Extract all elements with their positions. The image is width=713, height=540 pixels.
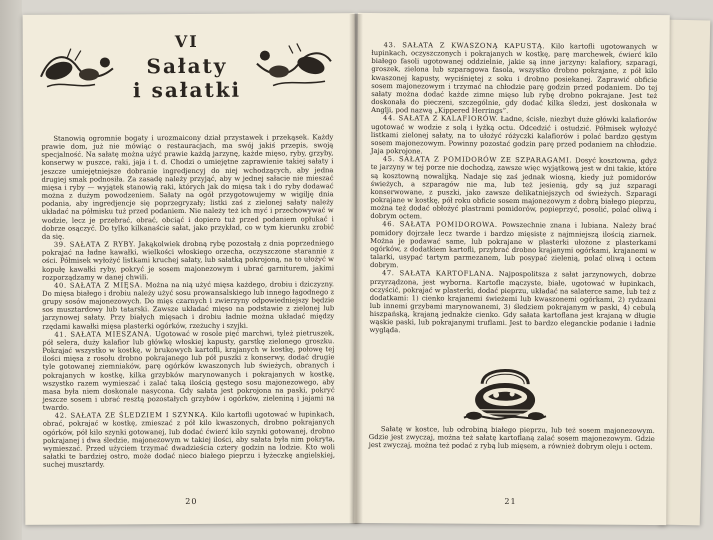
vegetable-ornament-right-icon [253,41,335,91]
recipe-46-text: Powszechnie znana i lubiana. Należy brać pomidory dojrzałe lecz twarde i bardzo mięsiste z najmniejszą ilością ziarnek. Można je podawać same, lub pokrajane w plasterki ułożone z plasterkami ogórków, z dodatkiem kartofli, przybrać drobno krajanymi ogórkami, krajanemi w talarki, usypać tartym parmezanem, lub posypać zielenią, polać oliwą i octem dobrym. [369,221,657,270]
recipe-42-text: Kilo kartofli ugotować w łupinkach, obrać, pokrajać w kostkę, zmieszać z pół kilo kwaszonych, drobno pokrajanych ogórków, pół kilo szynki gotowanej, lub dodać ćwierć kilo szynki gotowanej, drobno pokrajanej i dwa śledzie, majonezowym w takiej ilości, aby sałata była nim pokryta, wymieszać. Przed użyciem trzymać dwadzieścia cztery godzin na lodzie. Kto woli sałatki te bardziej ostro, może dodać nieco białego pieprzu i łyżeczkę angielskiej, suchej musztardy. [42,410,335,470]
chapter-title [119,54,255,103]
table-shadow [0,0,22,540]
recipe-46 [370,220,656,271]
chapter-header [37,31,335,125]
chapter-intro: Stanowią ogromnie bogaty i urozmaicony dział przystawek i przekąsek. Każdy prawie dom, już nie mówiąc o restauracjach, ma swój jakiś przepis, swoją specjalność. Na sałatę można użyć prawie każdą jarzynę, każde mięso, ryby, grzyby, konserwy w puszce, raki, jaja i t. d. Chodzi o umiejętne zaprawienie takiej sałaty i jeszcze umiejętniejsze dobranie ingredjencyj do niej wchodzących, aby jedna drugiej smak podnosiła. Za zasadę należy przyjąć, aby w jednej sałacie nie mieszać mięsa i ryby — wyjątek stanowią raki, których jak do mięsa tak i do ryby dodawać można z dużym powodzeniem. Sałaty na ogół przygotowujemy w wigilję dnia podania, aby ingredjencje się poprzegryzały; listki zaś z zielonej sałaty należy układać na półmisku tuż przed podaniem. Nie należy też ich myć i przechowywać w wodzie, lecz je przebrać, obrać, obciąć i dopiero tuż przed podaniem opłukać i dobrze osączyć. Do tylko kilkanaście sałat, jako przykład, co w tym kierunku zrobić da się. [41,133,334,241]
recipe-44-text: Ładne, ścisłe, niezbyt duże główki kalafiorów ugotować w wodzie z solą i łyżką octu. Odcedzić i ostudzić. Półmisek wyłożyć listkami zielonej sałaty, na to ułożyć różyczki kalafiorów i polać bardzo gęstym sosem majonezowym. Powinny pozostać godzin parę przed podaniem na chłodzie. Jaja pokrojone. [370,115,658,156]
recipe-39-heading: 39. SAŁATA Z RYBY. [53,240,136,249]
recipe-42-heading: 42. SAŁATA ZE ŚLEDZIEM I SZYNKĄ. [54,411,209,421]
left-page [23,13,358,525]
recipe-43-heading: 43. SAŁATA Z KWASZONĄ KAPUSTĄ. [383,41,546,51]
recipe-44 [371,114,657,157]
recipe-40-heading: 40. SAŁATA Z MIĘSA. [54,281,143,290]
recipe-47-continued: Sałatę w kostce, lub odrobiną białego pieprzu, lub też sosem majonezowym. Gdzie jest zwyczaj, można też sałatę kartoflaną zalać sosem majonezowym. Gdzie jest zwyczaj, można też podać z rybą lub mięsem, a również dobrym oleju i octem. [368,425,655,452]
right-page-body [370,41,658,337]
recipe-39 [42,239,334,281]
page-number-right: 21 [504,496,517,507]
recipe-40-text: Można na nią użyć mięsa każdego, drobiu i dziczyzny. Do mięsa białego i drobiu należy użyć sosu prowansalskiego lub innego łagodnego z grupy sosów majonezowych. Do mięs czarnych i zwierzyny odpowiedniejszy będzie sos musztardowy lub tatarski. Zawsze układać mięso na podstawie z zielonej lub jarzynowej sałaty. Przy białych mięsach i drobiu ładnie można układać między rzędami kawałki mięsa plasterki ogórków, rzeżuchy i szyjki. [42,280,335,331]
recipe-47-text: Najpospolitsza z sałat jarzynowych, dobrze przyrządzona, jest wyborna. Kartofle mączyste, białe, ugotować w łupinkach, oczyścić, pokrajać w plasterki, dodać pieprzu, układać na salaterce same, lub też z dodatkami: 1) cienko krajanemi świeżemi lub kwaszonemi ogórkami, 2) rydzami lub innemi grzybami marynowanemi, 3) śledziem pokrajanym w paski, 4) cebulą hiszpańską, krajaną jednakże cienko. Gdy sałata kartoflana jest krajaną w długie wąskie paski, lub pokrajanymi truflami. Jest to bardzo eleganckie podanie i ładnie wygląda. [369,270,656,335]
chapter-title-line-1: Sałaty [146,53,228,79]
recipe-45-text: Dosyć kosztowna, gdyż te jarzyny w tej porze nie dochodzą, zawsze więc wyjątkową jest w dni takie, które są kosztowną nowalijką. Nadaje się zaś jednak wiosną, kiedy już pomidorów świeżych, a szparagów nie ma, lub też jesienią, gdy są już szparagi konserwowane, z puszki, jako zawsze delikatniejszych od świeżych. Szparagi pokrajane w kostkę, pół roku obficie sosem majonezowym z dobrą białego pieprzu, można też dodać obłożyć plastrami pomidorów, popieprzyć, posolić, polać oliwą i dobrym octem. [370,156,657,221]
page-number-left: 20 [185,496,198,507]
right-page-tail [369,425,655,451]
chapter-title-line-2: i sałatki [132,77,242,103]
recipe-44-heading: 44. SAŁATA Z KALAFIORÓW. [383,114,499,124]
recipe-43-text: Kilo kartofli ugotowanych w łupinkach, oczyszczonych i pokrajanych w kostkę, parę marchewek, ćwierć kilo białego fasoli ugotowanej oddzielnie, jakie są inne jarzyny: kalafiory, szparagi, groszek, zielona lub szparagowa fasola, wszystko drobno pokrajane, z pół kilo kwaszonej kapusty, wyciśniętej z soku i drobno posiekanej. Zaprawić obficie sosem majonezowym i trzymać na chłodzie parę godzin przed podaniem. Do tej sałaty można dodać każde zimne mięso lub rybę drobno pokrajane. Jest też doskonała do pieczeni, szczególnie, gdy dodać kilka śledzi, jest doskonała w Anglji, pod nazwą „Kippered Herrings”. [371,42,658,116]
recipe-46-heading: 46. SAŁATA POMIDOROWA. [382,220,498,230]
vegetable-ornament-left-icon [37,46,117,94]
recipe-47 [370,269,656,336]
recipe-40 [42,280,334,330]
recipe-45-heading: 45. SAŁATA Z POMIDORÓW ZE SZPARAGAMI. [382,155,573,165]
recipe-41-heading: 41. SAŁATA MIESZANA. [54,329,153,339]
left-page-body [41,133,335,469]
chapter-number: VI [174,31,199,52]
basket-vignette-icon [460,364,550,427]
recipe-41-text: Ugotować w rosole pięć marchwi, tyleż pietruszek, pół selera, duży kalafior lub główkę włoskiej kapusty, garstkę zielonego groszku. Pokrajać wszystko w kostkę, w brukowych kartofli, krajanych w kostkę, połowę tej ilości mięsa z rosołu drobno pokrajanego lub pół puszki z konserwy, dodać drugie tyle gotowanej ziemniaków, parę ogórków kwaszonych lub świeżych, obranych i pokrajanych w kostkę, kilka grzybków marynowanych i pokrajanych w kostkę, wszystko razem wymieszać i zalać taką ilością gęstego sosu majonezowego, aby masa była niem doskonale nasycona. Gdy sałata jest pokrojona na paski, pokryć jeszcze sosem i ubrać resztą pozostałych grzybów i ogórków, zieleniną i jajami na twardo. [42,328,335,412]
recipe-43 [371,41,658,116]
right-page [354,13,670,525]
recipe-45 [370,155,656,222]
recipe-39-text: Jakąkolwiek drobną rybę pozostałą z dnia poprzedniego pokrajać na ładne kawałki, wielkości włoskiego orzecha, oczyszczone starannie z ości. Półmisek wyłożyć listkami kruchej sałaty, lub sałatką pokrojoną, na to ułożyć w kopułę kawałki ryby, pokryć je sosem majonezowym i ubrać garniturem, jakimi rozporządzamy w danej chwili. [41,239,335,282]
recipe-47-heading: 47. SAŁATA KARTOFLANA. [381,269,495,279]
recipe-42 [43,411,335,470]
recipe-41 [42,329,334,412]
